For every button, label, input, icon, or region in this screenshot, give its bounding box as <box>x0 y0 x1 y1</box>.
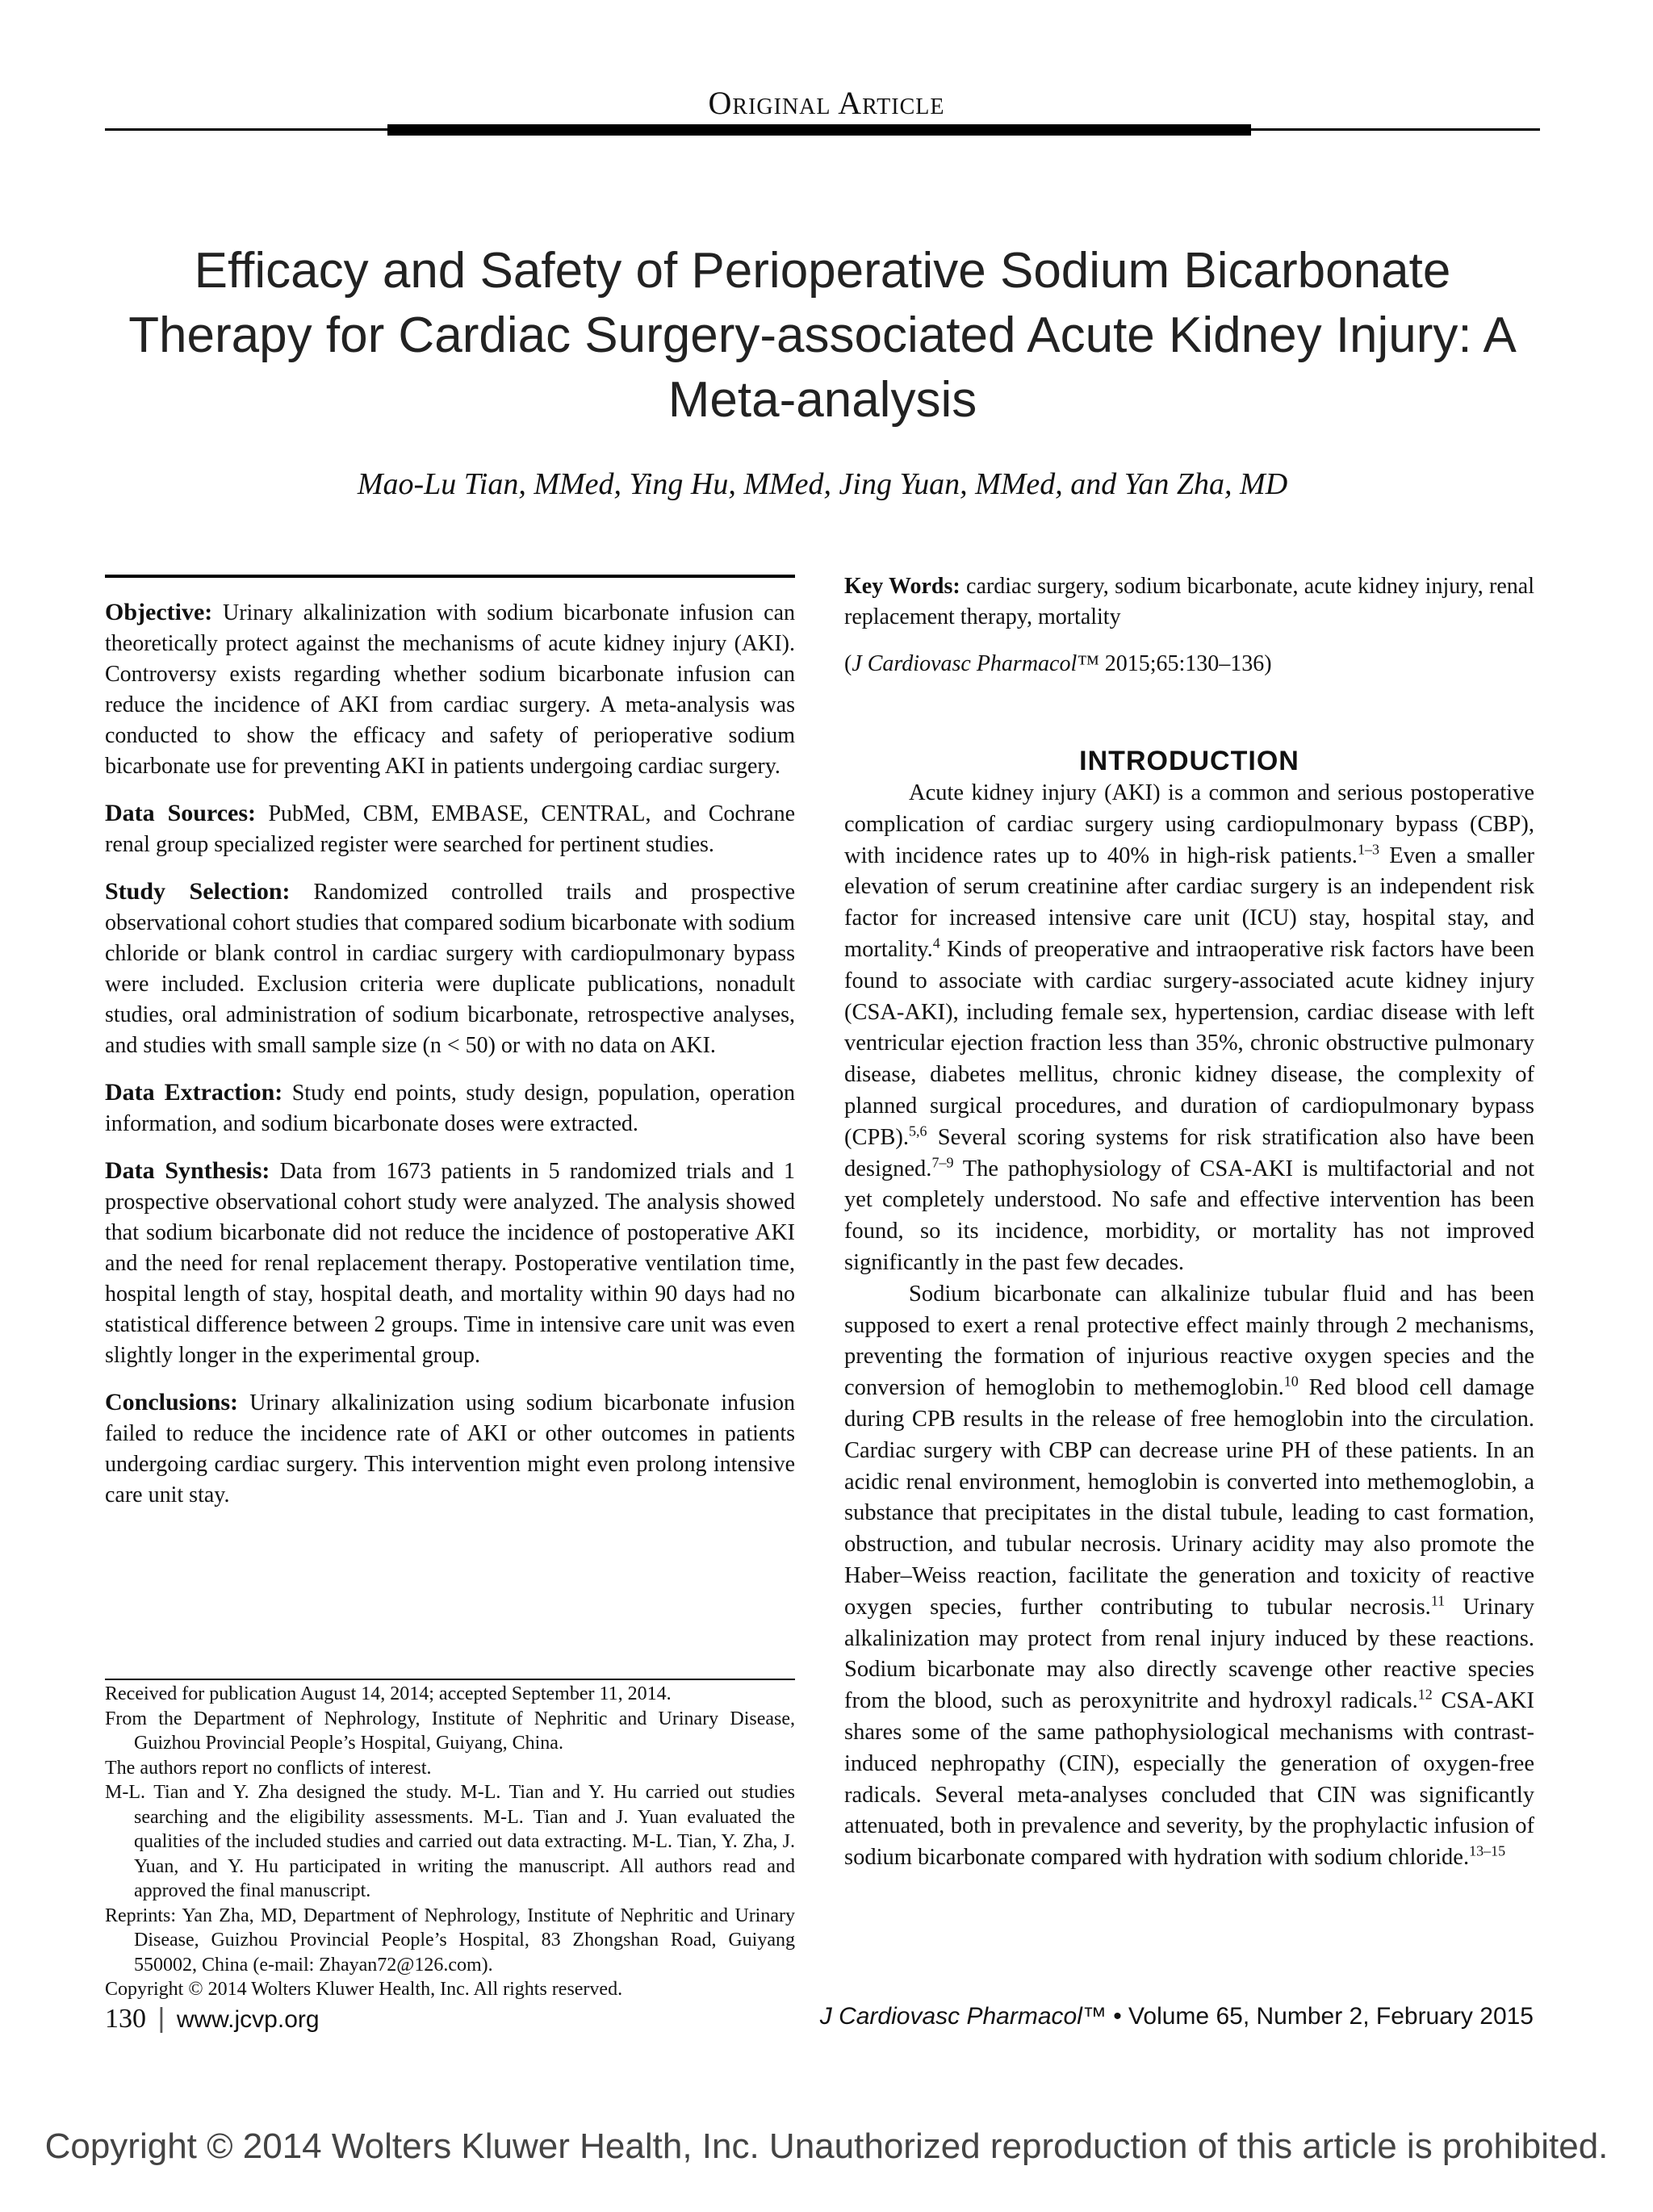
abstract-extraction-label: Data Extraction: <box>105 1079 283 1106</box>
citation-journal: J Cardiovasc Pharmacol™ <box>852 651 1099 676</box>
journal-website-link[interactable]: www.jcvp.org <box>176 2006 320 2033</box>
abstract-top-rule <box>105 575 795 578</box>
abstract-sources-label: Data Sources: <box>105 800 257 826</box>
page-number: 130 <box>105 2004 146 2034</box>
footnote-reprints: Reprints: Yan Zha, MD, Department of Nephrology, Institute of Nephritic and Urinary Disease, Guizhou Provincial People’s Hospital, 83 Zhongshan Road, Guiyang 550002, China (e-mail: Zhayan72@126.com). <box>105 1905 795 1976</box>
citation-ref: 13–15 <box>1469 1842 1506 1859</box>
abstract-conclusions-text: Urinary alkalinization using sodium bicarbonate infusion failed to reduce the incidence rate of AKI or other outcomes in patients undergoing cardiac surgery. This intervention might even prolong intensive care unit stay. <box>105 1390 796 1507</box>
text-run: CSA-AKI shares some of the same pathophysiological mechanisms with contrast-induced nephropathy (CIN), especially the generation of oxygen-free radicals. Several meta-analyses concluded that CIN was significantly attenuated, both in prevalence and severity, by the prophylactic infusion of sodium bicarbonate compared with hydration with sodium chloride. <box>844 1688 1534 1871</box>
footnote-contributions: M-L. Tian and Y. Zha designed the study. M-L. Tian and Y. Hu carried out studies searching and the eligibility assessments. M-L. Tian and J. Yuan evaluated the qualities of the included studies and carried out data extracting. M-L. Tian, Y. Zha, J. Yuan, and Y. Hu participated in writing the manuscript. All authors read and approved the final manuscript. <box>105 1782 795 1901</box>
footnote-affiliation: From the Department of Nephrology, Institute of Nephritic and Urinary Disease, Guizhou Provincial People’s Hospital, Guiyang, China. <box>105 1708 795 1754</box>
abstract-sources-text: PubMed, CBM, EMBASE, CENTRAL, and Cochrane renal group specialized register were searched for pertinent studies. <box>105 801 796 857</box>
abstract-selection-label: Study Selection: <box>105 878 291 905</box>
text-run: Acute kidney injury (AKI) is a common and serious postoperative complication of cardiac surgery using cardiopulmonary bypass (CBP), with incidence rates up to 40% in high-risk patients. <box>844 780 1534 868</box>
introduction-paragraph-2 <box>844 1279 1534 1874</box>
footer-journal: J Cardiovasc Pharmacol™ <box>819 2003 1107 2030</box>
text-run: The pathophysiology of CSA-AKI is multifactorial and not yet completely understood. No safe and effective intervention has been found, so its incidence, morbidity, or mortality has not improved significantly in the past few decades. <box>844 1156 1534 1275</box>
footnote-rule <box>105 1679 795 1680</box>
page-footer-left <box>105 2003 320 2034</box>
keywords-text: cardiac surgery, sodium bicarbonate, acute kidney injury, renal replacement therapy, mortality <box>844 574 1534 629</box>
citation-ref: 7–9 <box>931 1154 954 1171</box>
citation-details: 2015;65:130–136 <box>1104 651 1265 676</box>
keywords-label: Key Words: <box>844 574 960 599</box>
footnotes <box>105 1682 795 2002</box>
citation-ref: 1–3 <box>1357 841 1379 858</box>
text-run: Red blood cell damage during CPB results in the release of free hemoglobin into the circulation. Cardiac surgery with CBP can decrease urine PH of these patients. In an acidic renal environment, hemoglobin is converted into methemoglobin, a substance that precipitates in the distal tubule, leading to cast formation, obstruction, and tubular necrosis. Urinary acidity may also promote the Haber–Weiss reaction, facilitate the generation and toxicity of reactive oxygen species, further contributing to tubular necrosis. <box>844 1375 1534 1620</box>
keywords <box>844 571 1534 633</box>
abstract <box>105 597 795 1527</box>
text-run: Urinary alkalinization may protect from renal injury induced by these reactions. Sodium bicarbonate may also directly scavenge other reactive species from the blood, such as peroxynitrite and hydroxyl radicals. <box>844 1594 1534 1714</box>
abstract-objective-label: Objective: <box>105 599 213 625</box>
header-rule-accent <box>387 124 1251 136</box>
abstract-conclusions-label: Conclusions: <box>105 1389 239 1415</box>
footnote-conflicts: The authors report no conflicts of interest. <box>105 1757 432 1779</box>
section-label: Original Article <box>708 85 945 121</box>
citation-ref: 11 <box>1430 1592 1446 1609</box>
abstract-conclusions <box>105 1387 795 1511</box>
article-title: Efficacy and Safety of Perioperative Sodium Bicarbonate Therapy for Cardiac Surgery-associated Acute Kidney Injury: A Meta-analysis <box>128 243 1517 428</box>
text-run: Even a smaller elevation of serum creatinine after cardiac surgery is an independent risk factor for increased intensive care unit (ICU) stay, hospital stay, and mortality. <box>844 843 1534 962</box>
footnote-received: Received for publication August 14, 2014; accepted September 11, 2014. <box>105 1683 672 1704</box>
citation-ref: 12 <box>1417 1686 1433 1703</box>
footnote-copyright: Copyright © 2014 Wolters Kluwer Health, Inc. All rights reserved. <box>105 1979 623 2000</box>
citation-ref: 5,6 <box>908 1123 927 1139</box>
abstract-objective <box>105 597 795 782</box>
abstract-selection <box>105 876 795 1061</box>
footer-separator: | <box>157 2003 165 2034</box>
abstract-synthesis-label: Data Synthesis: <box>105 1157 270 1184</box>
page-footer-right <box>820 2003 1534 2030</box>
citation: (J Cardiovasc Pharmacol™ 2015;65:130–136) <box>844 651 1272 676</box>
text-run: Sodium bicarbonate can alkalinize tubular fluid and has been supposed to exert a renal protective effect mainly through 2 mechanisms, preventing the formation of injurious reactive oxygen species and the conversion of hemoglobin to methemoglobin. <box>844 1281 1534 1401</box>
abstract-objective-text: Urinary alkalinization with sodium bicarbonate infusion can theoretically protect against the mechanisms of acute kidney injury (AKI). Controversy exists regarding whether sodium bicarbonate infusion can reduce the incidence of AKI from cardiac surgery. A meta-analysis was conducted to show the efficacy and safety of perioperative sodium bicarbonate use for preventing AKI in patients undergoing cardiac surgery. <box>105 600 795 779</box>
right-column <box>844 571 1534 1874</box>
abstract-sources <box>105 798 795 860</box>
text-run: Kinds of preoperative and intraoperative risk factors have been found to associate with cardiac surgery-associated acute kidney injury (CSA-AKI), including female sex, hypertension, cardiac disease with left ventricular ejection fraction less than 35%, chronic obstructive pulmonary disease, diabetes mellitus, chronic kidney disease, the complexity of planned surgical procedures, and duration of cardiopulmonary bypass (CPB). <box>844 936 1534 1150</box>
abstract-synthesis <box>105 1156 795 1371</box>
introduction-heading: INTRODUCTION <box>1079 746 1299 776</box>
citation-ref: 10 <box>1283 1373 1299 1390</box>
copyright-banner: Copyright © 2014 Wolters Kluwer Health, Inc. Unauthorized reproduction of this article is prohibited. <box>44 2126 1609 2166</box>
text-run: Several scoring systems for risk stratification also have been designed. <box>844 1124 1534 1181</box>
footer-issue: • Volume 65, Number 2, February 2015 <box>1106 2003 1534 2030</box>
author-list: Mao-Lu Tian, MMed, Ying Hu, MMed, Jing Yuan, MMed, and Yan Zha, MD <box>357 467 1288 501</box>
abstract-synthesis-text: Data from 1673 patients in 5 randomized trials and 1 prospective observational cohort study were analyzed. The analysis showed that sodium bicarbonate did not reduce the incidence of postoperative AKI and the need for renal replacement therapy. Postoperative ventilation time, hospital length of stay, hospital death, and mortality within 90 days had no statistical difference between 2 groups. Time in intensive care unit was even slightly longer in the experimental group. <box>105 1159 795 1368</box>
abstract-extraction-text: Study end points, study design, population, operation information, and sodium bicarbonate doses were extracted. <box>105 1081 795 1136</box>
citation-ref: 4 <box>932 935 940 951</box>
introduction-paragraph-1 <box>844 778 1534 1279</box>
abstract-selection-text: Randomized controlled trails and prospective observational cohort studies that compared sodium bicarbonate with sodium chloride or blank control in cardiac surgery with cardiopulmonary bypass were included. Exclusion criteria were duplicate publications, nonadult studies, oral administration of sodium bicarbonate, retrospective analyses, and studies with small sample size (n < 50) or with no data on AKI. <box>105 880 796 1058</box>
abstract-extraction <box>105 1077 795 1139</box>
